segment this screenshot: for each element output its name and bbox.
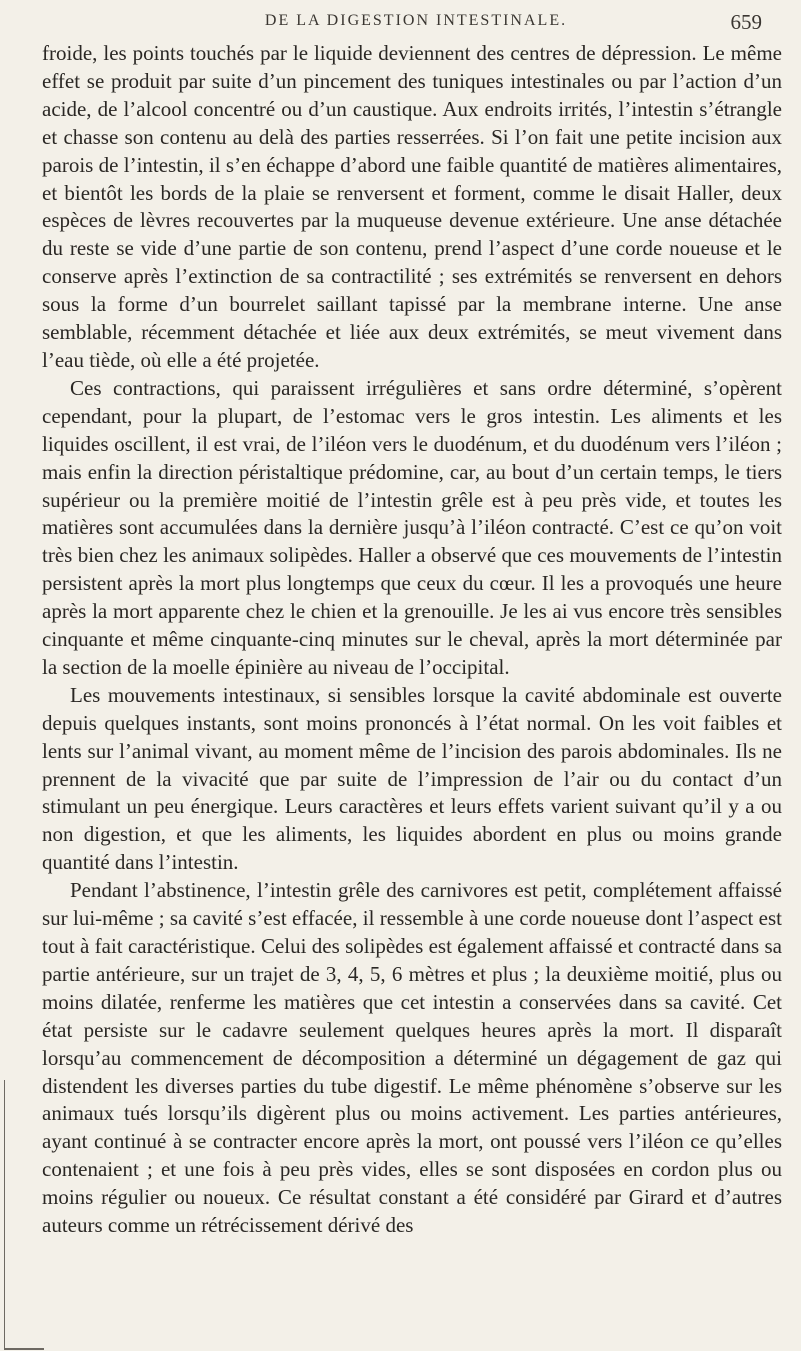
paragraph-4: Pendant l’abstinence, l’intestin grêle des carnivores est petit, complétement affaissé sur lui-même ; sa cavité s’est effacée, il ressemble à une corde noueuse dont l’aspect est tout à fait caractéristique. Celui des solipèdes est également affaissé et contracté dans sa partie antérieure, sur un trajet de 3, 4, 5, 6 mètres et plus ; la deuxième moitié, plus ou moins dilatée, renferme les matières que cet intestin a conservées dans sa cavité. Cet état persiste sur le cadavre seulement quelques heures après la mort. Il disparaît lorsqu’au commencement de décomposition a déterminé un dégagement de gaz qui distendent les diverses parties du tube digestif. Le même phénomène s’observe sur les animaux tués lorsqu’ils digèrent plus ou moins activement. Les parties antérieures, ayant continué à se contracter encore après la mort, ont poussé vers l’iléon ce qu’elles contenaient ; et une fois à peu près vides, elles se sont disposées en cordon plus ou moins régulier ou noueux. Ce résultat constant a été considéré par Girard et d’autres auteurs comme un rétrécissement dérivé des bbox=[42, 878, 782, 1238]
page-number: 659 bbox=[730, 10, 762, 34]
paragraph-1: froide, les points touchés par le liquide deviennent des centres de dépression. Le même effet se produit par suite d’un pincement des tuniques intestinales ou par l’action d’un acide, de l’alcool concentré ou d’un caustique. Aux endroits irrités, l’intestin s’étrangle et chasse son contenu au delà des parties resserrées. Si l’on fait une petite incision aux parois de l’intestin, il s’en échappe d’abord une faible quantité de matières alimentaires, et bientôt les bords de la plaie se renversent et forment, comme le disait Haller, deux espèces de lèvres recouvertes par la muqueuse devenue extérieure. Une anse détachée du reste se vide d’une partie de son contenu, prend l’aspect d’une corde noueuse et le conserve après l’extinction de sa contractilité ; ses extrémités se renversent en dehors sous la forme d’un bourrelet saillant tapissé par la membrane interne. Une anse semblable, récemment détachée et liée aux deux extrémités, se meut vivement dans l’eau tiède, où elle a été projetée. bbox=[42, 41, 782, 372]
paragraph-3: Les mouvements intestinaux, si sensibles lorsque la cavité abdominale est ouverte depuis quelques instants, sont moins prononcés à l’état normal. On les voit faibles et lents sur l’animal vivant, au moment même de l’incision des parois abdominales. Ils ne prennent de la vivacité que par suite de l’impression de l’air ou du contact d’un stimulant un peu énergique. Leurs caractères et leurs effets varient suivant qu’il y a ou non digestion, et que les aliments, les liquides abordent en plus ou moins grande quantité dans l’intestin. bbox=[42, 682, 782, 875]
paragraph-2: Ces contractions, qui paraissent irrégulières et sans ordre déterminé, s’opèrent cependant, pour la plupart, de l’estomac vers le gros intestin. Les aliments et les liquides oscillent, il est vrai, de l’iléon vers le duodénum, et du duodénum vers l’iléon ; mais enfin la direction péristaltique prédomine, car, au bout d’un certain temps, le tiers supérieur ou la première moitié de l’intestin grêle est à peu près vide, et toutes les matières sont accumulées dans la dernière jusqu’à l’iléon contracté. C’est ce qu’on voit très bien chez les animaux solipèdes. Haller a observé que ces mouvements de l’intestin persistent après la mort plus longtemps que ceux du cœur. Il les a provoqués une heure après la mort apparente chez le chien et la grenouille. Je les ai vus encore très sensibles cinquante et même cinquante-cinq minutes sur le cheval, après la mort déterminée par la section de la moelle épinière au niveau de l’occipital. bbox=[42, 375, 782, 679]
corner-edge-line bbox=[4, 1348, 44, 1350]
body-text bbox=[42, 40, 782, 1240]
running-head: DE LA DIGESTION INTESTINALE. bbox=[264, 12, 568, 29]
page-header bbox=[42, 10, 790, 36]
binding-edge-line bbox=[4, 1080, 5, 1350]
